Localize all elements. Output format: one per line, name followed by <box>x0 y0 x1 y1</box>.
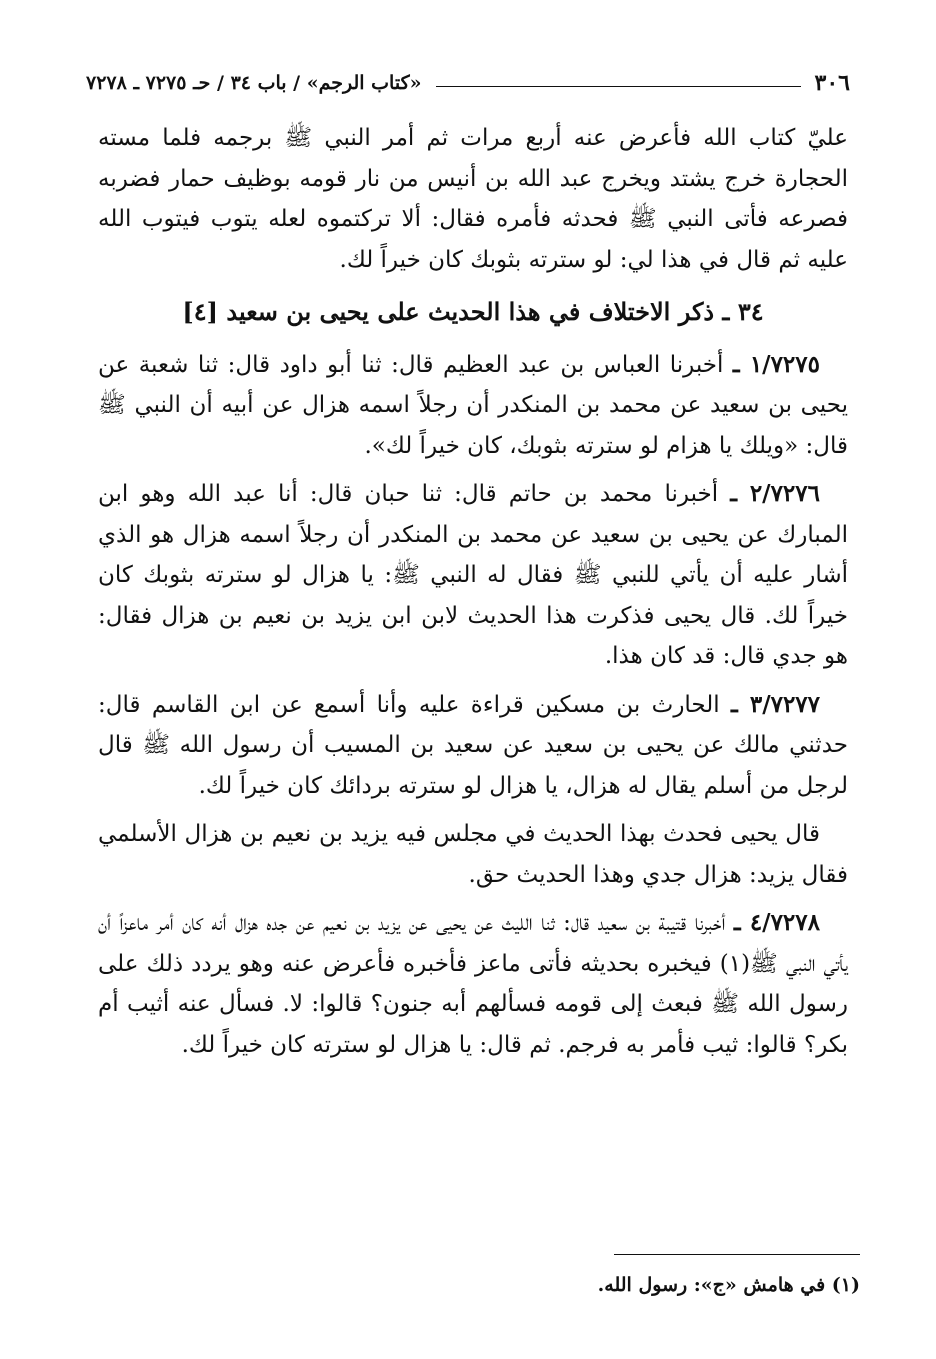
running-header-title: «كتاب الرجم» / باب ٣٤ / حـ ٧٢٧٥ ـ ٧٢٧٨ <box>86 72 422 94</box>
hadith-paragraph-4 <box>98 903 848 1065</box>
page-number: ٣٠٦ <box>814 70 850 96</box>
hadith-number-3: ٣/٧٢٧٧ ـ <box>731 690 821 718</box>
running-header <box>86 66 850 100</box>
chapter-heading: ٣٤ ـ ذكر الاختلاف في هذا الحديث على يحيى بن سعيد [٤] <box>182 297 764 326</box>
intro-paragraph: عليّ كتاب الله فأعرض عنه أربع مرات ثم أمر النبي ﷺ برجمه فلما مسته الحجارة خرج يشتد ويخرج عبد الله بن أنيس من نار قومه بوظيف حمار فضربه فصرعه فأتى النبي ﷺ فحدثه فأمره فقال: ألا تركتموه لعله يتوب فيتوب الله عليه ثم قال في هذا لي: لو سترته بثوبك كان خيراً لك. <box>98 125 848 273</box>
hadith-text-3: الحارث بن مسكين قراءة عليه وأنا أسمع عن ابن القاسم قال: حدثني مالك عن يحيى بن سعيد عن سعيد بن المسيب أن رسول الله ﷺ قال لرجل من أسلم يقال له هزال، يا هزال لو سترته بردائك كان خيراً لك. <box>98 691 848 799</box>
main-text <box>98 118 848 1065</box>
hadith-paragraph-3 <box>98 685 848 807</box>
footnote-separator <box>614 1254 860 1255</box>
footnote: (١) في هامش «ج»: رسول الله. <box>597 1274 860 1296</box>
hadith-text-2: أخبرنا محمد بن حاتم قال: ثنا حبان قال: أنا عبد الله وهو ابن المبارك عن يحيى بن سعيد عن محمد بن المنكدر أن رجلاً اسمه هزال هو الذي أشار عليه أن يأتي للنبي ﷺ فقال له النبي ﷺ: يا هزال لو سترته بثوبك كان خيراً لك. قال يحيى فذكرت هذا الحديث لابن ابن يزيد بن نعيم بن هزال فقال: هو جدي قال: قد كان هذا. <box>98 481 848 669</box>
hadith-text-4: أخبرنا قتيبة بن سعيد قال: ثنا الليث عن يحيى عن يزيد بن نعيم عن جده هزال أنه كان أمر ماعزاً أن يأتي النبي ﷺ(١) فيخبره بحديثه فأتى ماعز فأخبره فأعرض عنه وهو يردد ذلك على رسول الله ﷺ فبعث إلى قومه فسألهم أبه جنون؟ قالوا: لا. فسأل عنه أثيب أم بكر؟ قالوا: ثيب فأمر به فرجم. ثم قال: يا هزال لو سترته كان خيراً لك. <box>98 910 849 1058</box>
comment-paragraph: قال يحيى فحدث بهذا الحديث في مجلس فيه يزيد بن نعيم بن هزال الأسلمي فقال يزيد: هزال جدي وهذا الحديث حق. <box>98 821 848 888</box>
hadith-paragraph-2 <box>98 474 848 677</box>
hadith-paragraph-1 <box>98 345 848 467</box>
header-rule <box>436 86 801 87</box>
hadith-number-1: ١/٧٢٧٥ ـ <box>732 350 820 378</box>
hadith-number-2: ٢/٧٢٧٦ ـ <box>730 480 820 507</box>
hadith-number-4: ٤/٧٢٧٨ ـ <box>733 909 820 936</box>
hadith-text-1: أخبرنا العباس بن عبد العظيم قال: ثنا أبو داود قال: ثنا شعبة عن يحيى بن سعيد عن محمد بن المنكدر أن رجلاً اسمه هزال عن أبيه أن النبي ﷺ قال: «ويلك يا هزام لو سترته بثوبك، كان خيراً لك». <box>98 351 848 459</box>
